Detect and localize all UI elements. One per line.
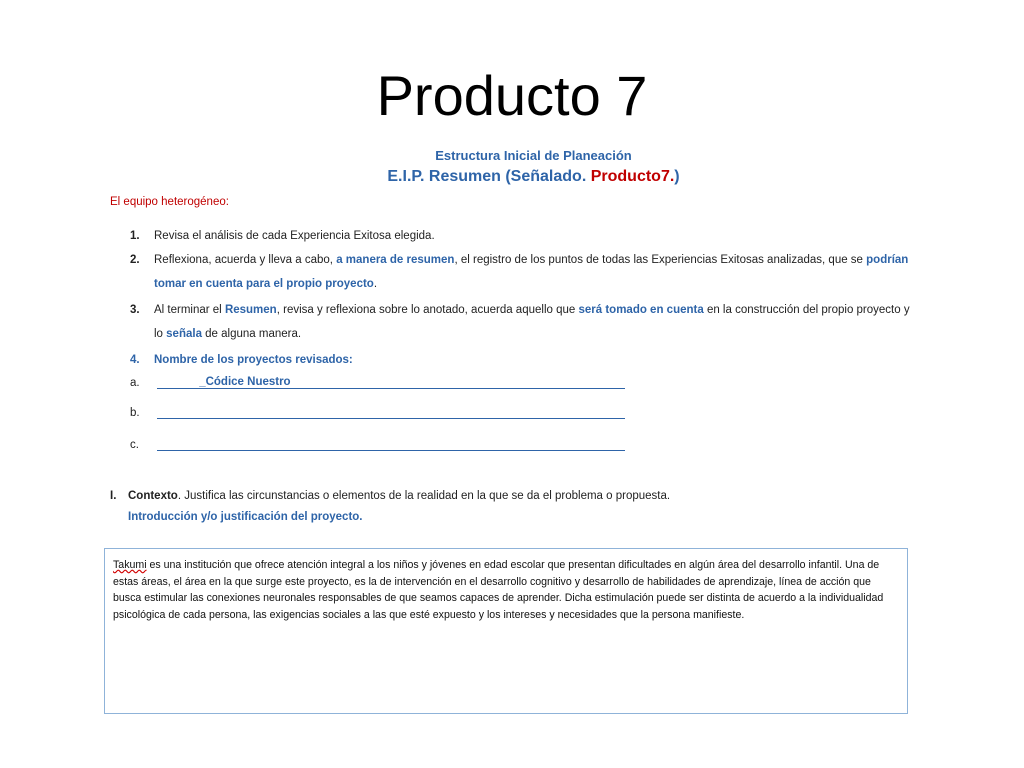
subheading-product: Producto7. [590, 168, 675, 185]
project-letter: b. [130, 407, 140, 419]
step-number: 3. [130, 304, 140, 316]
step-text: Reflexiona, acuerda y lleva a cabo, a manera de resumen, el registro de los puntos de todas las Experiencias Exitosas analizadas, que se podrían tomar en cuenta para el propio proyecto. [154, 254, 909, 290]
project-row-a [130, 376, 625, 389]
step-3 [130, 298, 920, 346]
context-line [110, 490, 670, 502]
step-text: Al terminar el Resumen, revisa y reflexiona sobre lo anotado, acuerda aquello que será tomado en cuenta en la construcción del propio proyecto y lo señala de alguna manera. [154, 304, 910, 340]
project-field[interactable] [157, 406, 625, 419]
project-row-c [130, 438, 625, 451]
step-number: 4. [130, 354, 140, 366]
project-letter: a. [130, 377, 140, 389]
step-4 [130, 348, 920, 372]
team-label: El equipo heterogéneo: [110, 196, 229, 208]
spellcheck-word: Takumi [113, 559, 147, 571]
step-1 [130, 224, 920, 248]
project-letter: c. [130, 439, 139, 451]
project-row-b [130, 406, 625, 419]
step-number: 2. [130, 254, 140, 266]
slide-title: Producto 7 [376, 64, 648, 127]
step-text: Revisa el análisis de cada Experiencia Exitosa elegida. [154, 230, 435, 242]
subheading-part: E.I.P. Resumen (Señalado. [387, 168, 587, 185]
textbox-text: es una institución que ofrece atención integral a los niños y jóvenes en edad escolar que presentan dificultades en algún área del desarrollo infantil. Una de estas áreas, el área en la que surge este proyecto, es la de intervención en el desarrollo cognitivo y desarrollo de habilidades de aprendizaje, línea de acción que busca estimular las conexiones neuronales responsables de que seamos capaces de aprender. Dicha estimulación puede ser distinta de acuerdo a la individualidad psicológica de cada persona, las exigencias sociales a las que esté expuesto y los intereses y necesidades que la persona manifieste. [113, 559, 884, 621]
project-field[interactable]: _Códice Nuestro [157, 376, 625, 389]
subheading-close: ) [674, 168, 680, 185]
step-2 [130, 248, 920, 296]
intro-line: Introducción y/o justificación del proyecto. [128, 511, 363, 523]
step-number: 1. [130, 230, 140, 242]
context-text: . Justifica las circunstancias o elementos de la realidad en la que se da el problema o propuesta. [177, 490, 671, 502]
step-text: Nombre de los proyectos revisados: [154, 354, 353, 366]
document-subheading [0, 168, 1024, 186]
justification-textbox[interactable] [104, 548, 908, 714]
project-field[interactable] [157, 438, 625, 451]
context-label: Contexto [128, 490, 178, 502]
context-numeral: I. [110, 490, 117, 502]
document-heading: Estructura Inicial de Planeación [435, 148, 632, 163]
